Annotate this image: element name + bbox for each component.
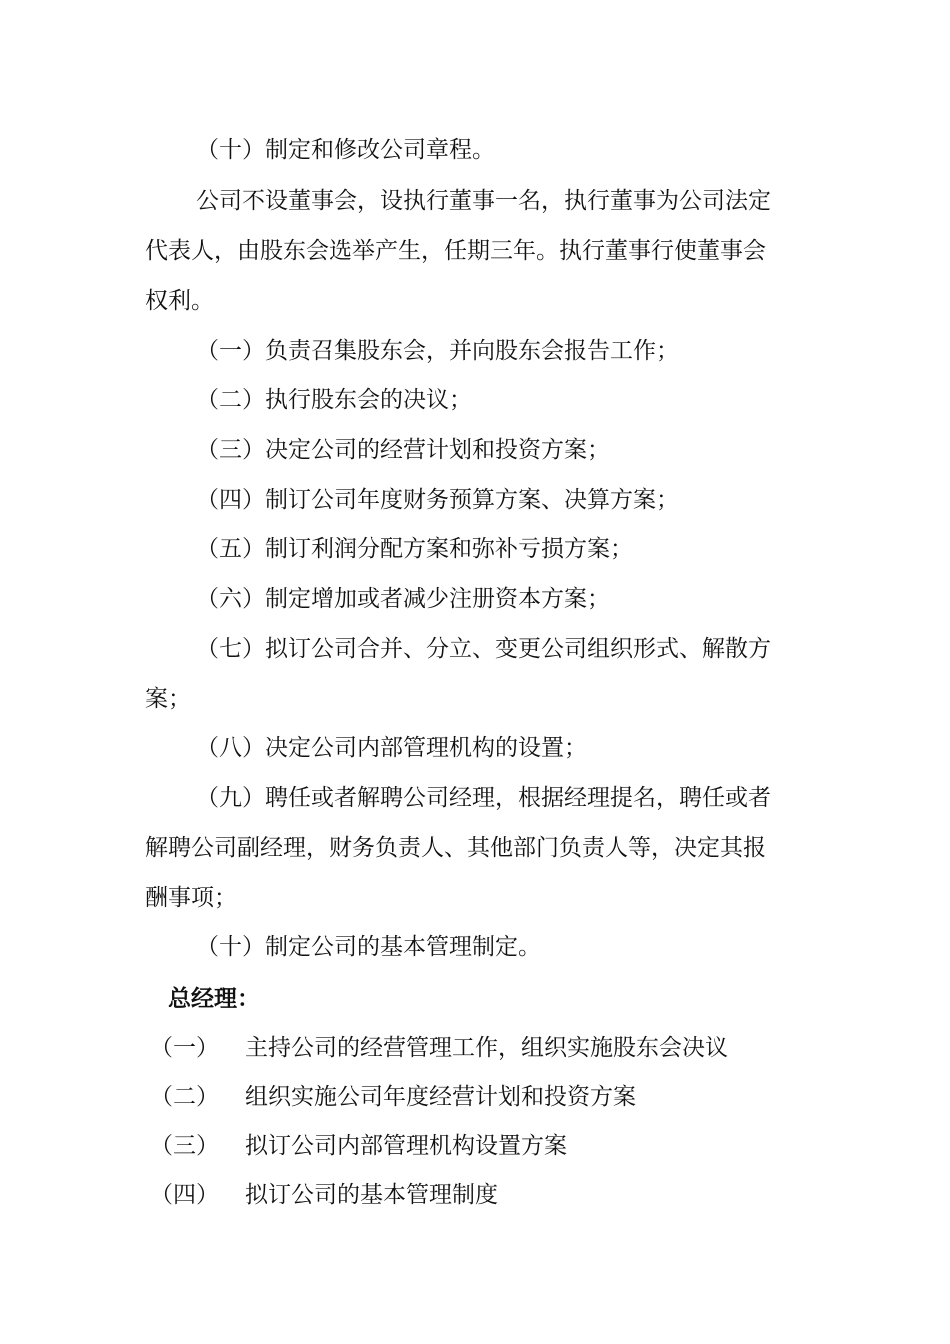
list-item: （二）执行股东会的决议； <box>196 387 472 413</box>
gm-item-number: （二） <box>150 1084 219 1110</box>
paragraph-line: 权利。 <box>145 288 214 314</box>
gm-item-text: 拟订公司内部管理机构设置方案 <box>245 1133 567 1159</box>
general-manager-heading: 总经理： <box>168 985 260 1012</box>
list-item: （六）制定增加或者减少注册资本方案； <box>196 586 610 612</box>
list-item: （三）决定公司的经营计划和投资方案； <box>196 437 610 463</box>
list-item: （四）制订公司年度财务预算方案、决算方案； <box>196 487 679 513</box>
list-item-continuation: 酬事项； <box>145 885 237 911</box>
paragraph-line: 公司不设董事会，设执行董事一名，执行董事为公司法定 <box>196 188 771 214</box>
paragraph-line: （十）制定和修改公司章程。 <box>196 137 495 163</box>
list-item-continuation: 解聘公司副经理，财务负责人、其他部门负责人等，决定其报 <box>145 835 766 861</box>
gm-item-text: 组织实施公司年度经营计划和投资方案 <box>245 1084 636 1110</box>
gm-item-number: （四） <box>150 1182 219 1208</box>
gm-item-text: 拟订公司的基本管理制度 <box>245 1182 498 1208</box>
list-item-continuation: 案； <box>145 686 191 712</box>
gm-item-number: （一） <box>150 1035 219 1061</box>
list-item: （七）拟订公司合并、分立、变更公司组织形式、解散方 <box>196 636 771 662</box>
list-item: （八）决定公司内部管理机构的设置； <box>196 735 587 761</box>
list-item: （一）负责召集股东会，并向股东会报告工作； <box>196 338 679 364</box>
gm-item-text: 主持公司的经营管理工作，组织实施股东会决议 <box>245 1035 728 1061</box>
gm-item-number: （三） <box>150 1133 219 1159</box>
list-item: （九）聘任或者解聘公司经理，根据经理提名，聘任或者 <box>196 785 771 811</box>
paragraph-line: 代表人，由股东会选举产生，任期三年。执行董事行使董事会 <box>145 238 766 264</box>
list-item: （五）制订利润分配方案和弥补亏损方案； <box>196 536 633 562</box>
list-item: （十）制定公司的基本管理制定。 <box>196 934 541 960</box>
